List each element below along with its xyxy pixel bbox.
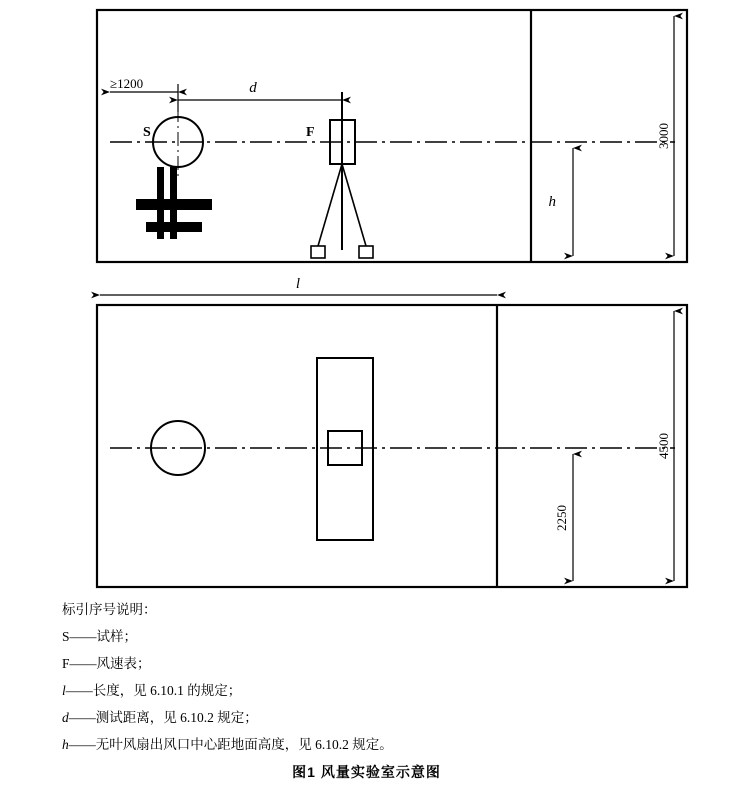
legend-block (62, 596, 702, 758)
plan-view (97, 276, 687, 587)
legend-item-distance: d——测试距离，见 6.10.2 规定； (62, 710, 258, 725)
label-sample: S (143, 125, 151, 140)
label-distance: d (249, 80, 257, 96)
label-height: h (548, 194, 556, 210)
legend-item-length: l——长度，见 6.10.1 的规定； (62, 683, 242, 698)
label-length: l (295, 276, 301, 292)
elevation-view (97, 10, 687, 262)
legend-item-anemometer: F——风速表； (62, 656, 151, 671)
label-half-width: 2250 (554, 505, 569, 531)
figure-caption: 图1 风量实验室示意图 (292, 764, 441, 780)
label-room-width: 4500 (656, 433, 671, 459)
label-room-height: 3000 (656, 123, 671, 149)
legend-item-height: h——无叶风扇出风口中心距地面高度，见 6.10.2 规定。 (62, 737, 393, 752)
legend-title: 标引序号说明： (62, 602, 157, 617)
label-anemometer: F (306, 125, 315, 140)
label-min-distance: ≥1200 (110, 76, 144, 91)
legend-item-sample: S——试样； (62, 629, 138, 644)
